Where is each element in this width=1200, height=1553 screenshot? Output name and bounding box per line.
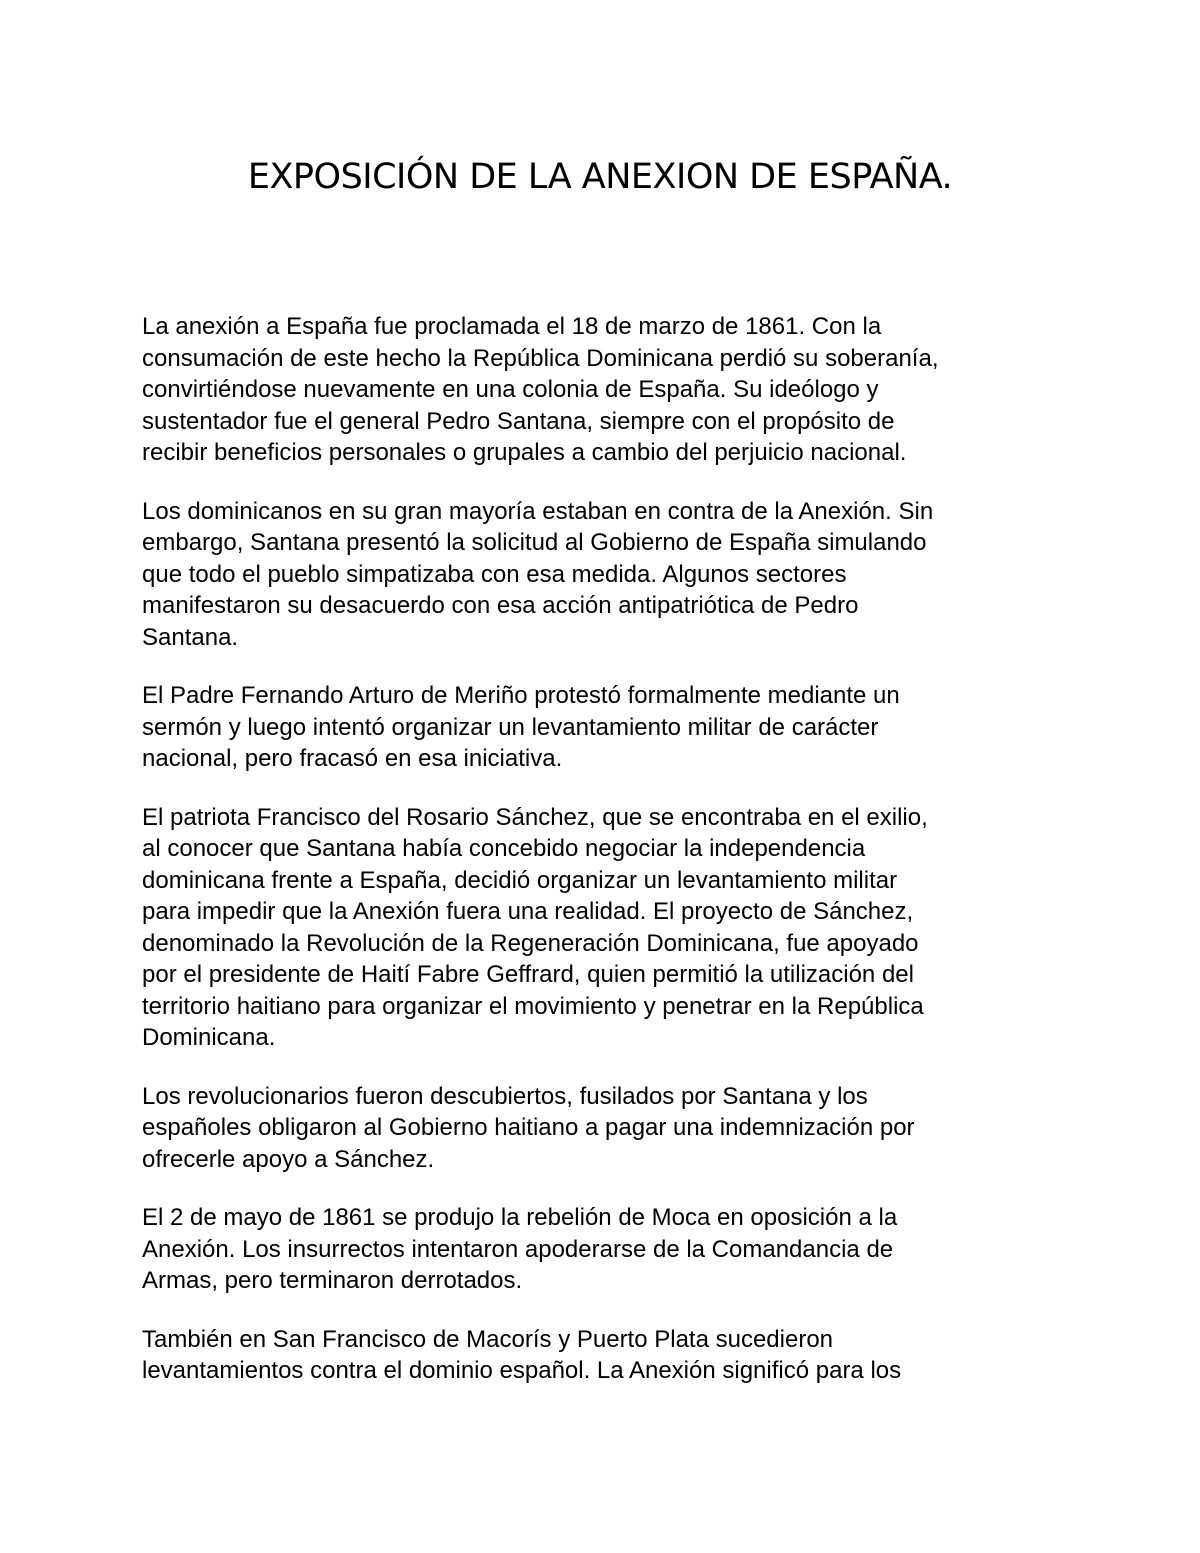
paragraph [142, 802, 1062, 1054]
paragraph-line: denominado la Revolución de la Regeneración Dominicana, fue apoyado [142, 929, 919, 957]
paragraph-line: al conocer que Santana había concebido negociar la independencia [142, 835, 866, 862]
document-title: EXPOSICIÓN DE LA ANEXION DE ESPAÑA. [247, 157, 953, 197]
paragraph-line: por el presidente de Haití Fabre Geffrard, quien permitió la utilización del [142, 961, 914, 988]
paragraph-line: Los dominicanos en su gran mayoría estaban en contra de la Anexión. Sin [142, 497, 934, 525]
paragraph-line: manifestaron su desacuerdo con esa acción antipatriótica de Pedro [142, 592, 859, 619]
paragraph-line: Los revolucionarios fueron descubiertos, fusilados por Santana y los [142, 1082, 868, 1110]
paragraph-line: dominicana frente a España, decidió organizar un levantamiento militar [142, 866, 898, 894]
paragraph [142, 1324, 1062, 1387]
paragraph-line: El patriota Francisco del Rosario Sánchez, que se encontraba en el exilio, [142, 803, 928, 831]
paragraph-line: Armas, pero terminaron derrotados. [142, 1267, 523, 1294]
paragraph-line: ofrecerle apoyo a Sánchez. [142, 1145, 435, 1173]
paragraph-line: para impedir que la Anexión fuera una realidad. El proyecto de Sánchez, [142, 898, 914, 925]
paragraph-line: recibir beneficios personales o grupales a cambio del perjuicio nacional. [142, 439, 907, 466]
paragraph [142, 680, 1062, 775]
paragraph-line: La anexión a España fue proclamada el 18 de marzo de 1861. Con la [142, 313, 882, 340]
paragraph-line: nacional, pero fracasó en esa iniciativa. [142, 745, 563, 772]
paragraph-line: sermón y luego intentó organizar un levantamiento militar de carácter [142, 713, 879, 741]
paragraph-line: consumación de este hecho la República Dominicana perdió su soberanía, [142, 344, 939, 372]
paragraph [142, 496, 1062, 654]
paragraph-line: También en San Francisco de Macorís y Puerto Plata sucedieron [142, 1325, 834, 1353]
document-body [142, 311, 1062, 1414]
paragraph-line: levantamientos contra el dominio español. La Anexión significó para los [142, 1357, 902, 1384]
paragraph-line: Anexión. Los insurrectos intentaron apoderarse de la Comandancia de [142, 1235, 894, 1263]
paragraph-line: convirtiéndose nuevamente en una colonia de España. Su ideólogo y [142, 376, 879, 403]
paragraph [142, 311, 1062, 469]
paragraph-line: El Padre Fernando Arturo de Meriño protestó formalmente mediante un [142, 682, 900, 709]
paragraph-line: Dominicana. [142, 1024, 276, 1051]
paragraph-line: El 2 de mayo de 1861 se produjo la rebelión de Moca en oposición a la [142, 1204, 898, 1231]
paragraph-line: territorio haitiano para organizar el movimiento y penetrar en la República [142, 992, 924, 1020]
paragraph [142, 1202, 1062, 1297]
paragraph-line: españoles obligaron al Gobierno haitiano a pagar una indemnización por [142, 1114, 915, 1141]
paragraph-line: Santana. [142, 623, 239, 651]
paragraph-line: sustentador fue el general Pedro Santana, siempre con el propósito de [142, 407, 895, 435]
paragraph [142, 1081, 1062, 1176]
paragraph-line: embargo, Santana presentó la solicitud al Gobierno de España simulando [142, 529, 927, 556]
paragraph-line: que todo el pueblo simpatizaba con esa medida. Algunos sectores [142, 560, 847, 588]
